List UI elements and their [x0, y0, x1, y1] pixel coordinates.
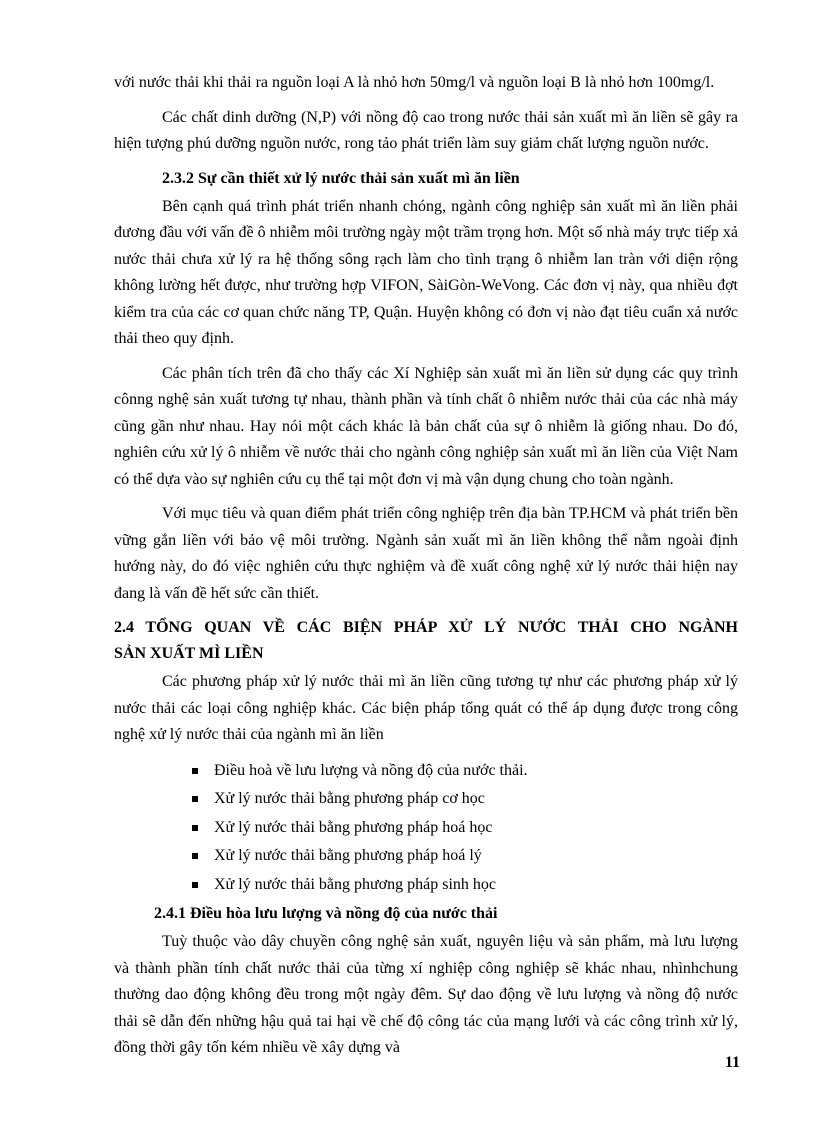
document-page [114, 70, 738, 1070]
paragraph-241: Tuỳ thuộc vào dây chuyền công nghệ sản xuất, nguyên liệu và sản phẩm, mà lưu lượng và thành phần tính chất nước thải của từng xí nghiệp công nghiệp sẽ khác nhau, nhìnhchung thường dao động không đều trong một ngày đêm. Sự dao động về lưu lượng và nồng độ nước thải sẽ dẫn đến những hậu quả tai hại về chế độ công tác của mạng lưới và các công trình xử lý, đồng thời gây tốn kém nhiều về xây dựng và [114, 933, 738, 1056]
square-bullet-icon [192, 853, 198, 859]
paragraph-232-1: Bên cạnh quá trình phát triển nhanh chóng, ngành công nghiệp sản xuất mì ăn liền phải đương đầu với vấn đề ô nhiễm môi trường ngày một trầm trọng hơn. Một số nhà máy trực tiếp xả nước thải chưa xử lý ra hệ thống sông rạch làm cho tình trạng ô nhiễm lan tràn với diện rộng không lường hết được, như trường hợp VIFON, SàiGòn-WeVong. Các đơn vị này, qua nhiều đợt kiểm tra của các cơ quan chức năng TP, Quận. Huyện không có đơn vị nào đạt tiêu cuẩn xả nước thải theo quy định. [114, 197, 738, 347]
list-item: Điều hoà về lưu lượng và nồng độ của nước thải. [192, 757, 738, 786]
heading-2-4 [114, 615, 738, 667]
heading-2-4-line1: 2.4 TỔNG QUAN VỀ CÁC BIỆN PHÁP XỬ LÝ NƯỚC THẢI CHO NGÀNH [114, 619, 738, 636]
paragraph-232-3: Với mục tiêu và quan điểm phát triển công nghiệp trên địa bàn TP.HCM và phát triển bền vững gắn liền với bảo vệ môi trường. Ngành sản xuất mì ăn liền không thể nằm ngoài định hướng này, do đó việc nghiên cứu thực nghiệm và đề xuất công nghệ xử lý nước thải hiện nay đang là vấn đề hết sức cần thiết. [114, 505, 738, 602]
heading-2-4-1: 2.4.1 Điều hòa lưu lượng và nồng độ của nước thải [154, 905, 498, 922]
paragraph-nutrients: Các chất dinh dưỡng (N,P) với nồng độ cao trong nước thải sản xuất mì ăn liền sẽ gây ra hiện tượng phú dưỡng nguồn nước, rong tảo phát triển làm suy giảm chất lượng nguồn nước. [114, 108, 738, 152]
methods-list [114, 757, 738, 900]
paragraph-232-2: Các phân tích trên đã cho thấy các Xí Nghiệp sản xuất mì ăn liền sử dụng các quy trình cônng nghệ sản xuất tương tự nhau, thành phần và tính chất ô nhiễm nước thải của các nhà máy cũng gần như nhau. Hay nói một cách khác là bản chất của sự ô nhiễm là giống nhau. Do đó, nghiên cứu xử lý ô nhiễm về nước thải cho ngành công nghiệp sản xuất mì ăn liền của Việt Nam có thể dựa vào sự nghiên cứu cụ thể tại một đơn vị mà vận dụng chung cho toàn ngành. [114, 364, 738, 488]
page-number: 11 [724, 1054, 740, 1071]
square-bullet-icon [192, 825, 198, 831]
heading-2-4-line2: SẢN XUẤT MÌ LIỀN [114, 645, 264, 662]
square-bullet-icon [192, 796, 198, 802]
square-bullet-icon [192, 768, 198, 774]
heading-2-3-2: 2.3.2 Sự cần thiết xử lý nước thải sản xuất mì ăn liền [162, 169, 520, 187]
paragraph-24-intro: Các phương pháp xử lý nước thải mì ăn liền cũng tương tự như các phương pháp xử lý nước thải các loại công nghiệp khác. Các biện pháp tổng quát có thể áp dụng được trong công nghệ xử lý nước thải của ngành mì ăn liền [114, 673, 738, 743]
list-item: Xử lý nước thải bằng phương pháp sinh học [192, 871, 738, 900]
paragraph-continuation: với nước thải khi thải ra nguồn loại A là nhỏ hơn 50mg/l và nguồn loại B là nhỏ hơn 100mg/l. [114, 74, 715, 91]
square-bullet-icon [192, 882, 198, 888]
list-item: Xử lý nước thải bằng phương pháp hoá học [192, 814, 738, 843]
list-item: Xử lý nước thải bằng phương pháp hoá lý [192, 842, 738, 871]
list-item: Xử lý nước thải bằng phương pháp cơ học [192, 785, 738, 814]
